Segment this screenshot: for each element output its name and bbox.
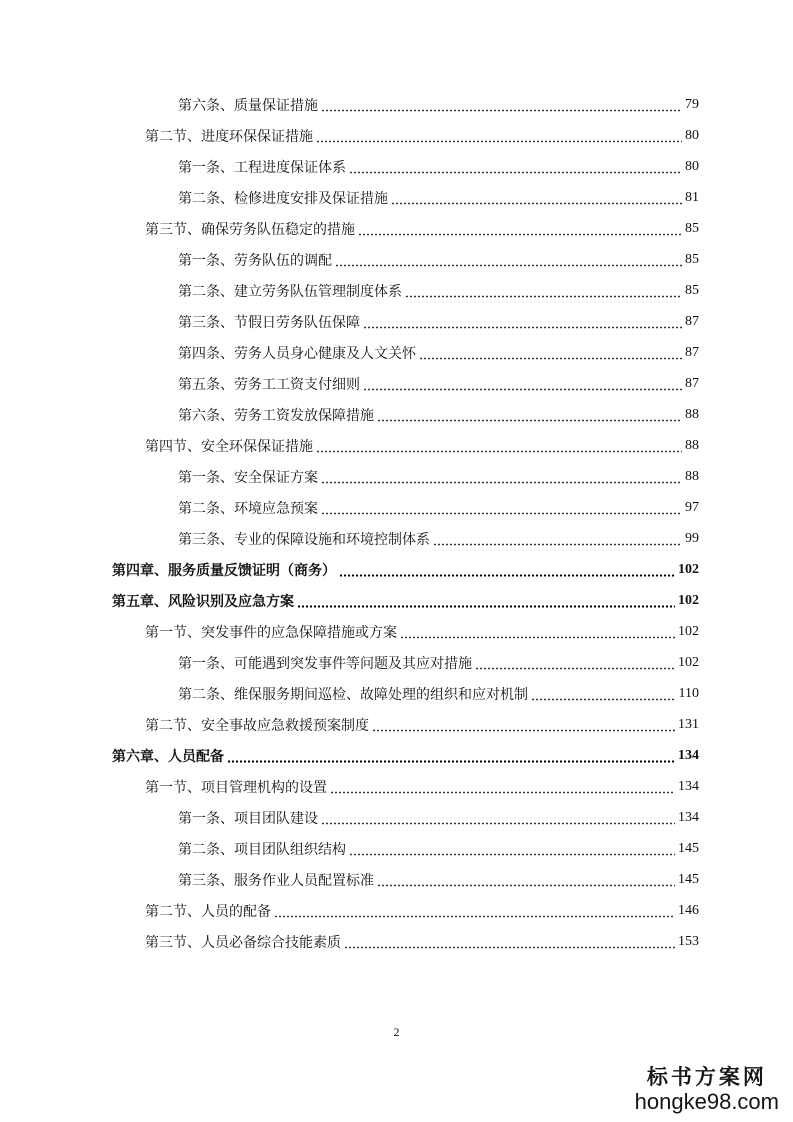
toc-entry-article[interactable] [178, 337, 699, 368]
toc-entry-article[interactable] [178, 151, 699, 182]
toc-dot-leader [475, 656, 675, 670]
toc-dot-leader [391, 191, 682, 205]
toc-entry-article[interactable] [178, 368, 699, 399]
toc-entry-title: 第一节、项目管理机构的设置 [145, 779, 327, 796]
toc-entry-title: 第三条、节假日劳务队伍保障 [178, 314, 360, 331]
toc-dot-leader [363, 315, 682, 329]
toc-entry-page: 153 [678, 933, 699, 949]
toc-entry-page: 87 [685, 344, 699, 360]
toc-entry-article[interactable] [178, 306, 699, 337]
toc-entry-page: 80 [685, 127, 699, 143]
toc-dot-leader [349, 842, 675, 856]
toc-entry-title: 第二条、检修进度安排及保证措施 [178, 190, 388, 207]
toc-entry-article[interactable] [178, 275, 699, 306]
toc-entry-page: 134 [678, 778, 699, 794]
toc-entry-article[interactable] [178, 461, 699, 492]
toc-dot-leader [358, 222, 682, 236]
toc-dot-leader [316, 439, 682, 453]
toc-entry-page: 87 [685, 313, 699, 329]
toc-entry-article[interactable] [178, 864, 699, 895]
toc-dot-leader [377, 408, 682, 422]
toc-entry-title: 第二条、项目团队组织结构 [178, 841, 346, 858]
toc-entry-section[interactable] [145, 709, 699, 740]
toc-entry-page: 81 [685, 189, 699, 205]
toc-entry-page: 134 [678, 809, 699, 825]
toc-entry-title: 第一条、劳务队伍的调配 [178, 252, 332, 269]
watermark-url-text: hongke98.com [634, 1089, 779, 1114]
toc-entry-section[interactable] [145, 895, 699, 926]
toc-entry-page: 102 [678, 592, 699, 608]
toc-dot-leader [349, 160, 682, 174]
toc-entry-title: 第二条、维保服务期间巡检、故障处理的组织和应对机制 [178, 686, 528, 703]
toc-dot-leader [531, 687, 676, 701]
toc-entry-title: 第四节、安全环保保证措施 [145, 438, 313, 455]
toc-entry-page: 88 [685, 406, 699, 422]
toc-dot-leader [316, 129, 682, 143]
toc-entry-page: 145 [678, 840, 699, 856]
toc-entry-page: 145 [678, 871, 699, 887]
toc-entry-title: 第二条、环境应急预案 [178, 500, 318, 517]
toc-entry-page: 88 [685, 468, 699, 484]
toc-entry-page: 102 [678, 623, 699, 639]
toc-entry-section[interactable] [145, 213, 699, 244]
toc-entry-page: 102 [678, 654, 699, 670]
watermark-chinese-text: 标书方案网 [646, 1064, 767, 1089]
toc-entry-title: 第二节、安全事故应急救援预案制度 [145, 717, 369, 734]
toc-entry-title: 第三条、专业的保障设施和环境控制体系 [178, 531, 430, 548]
toc-dot-leader [377, 873, 675, 887]
toc-dot-leader [274, 904, 675, 918]
toc-entry-article[interactable] [178, 492, 699, 523]
toc-entry-page: 146 [678, 902, 699, 918]
toc-entry-article[interactable] [178, 678, 699, 709]
toc-entry-article[interactable] [178, 244, 699, 275]
toc-entry-page: 99 [685, 530, 699, 546]
toc-dot-leader [419, 346, 682, 360]
toc-entry-article[interactable] [178, 399, 699, 430]
toc-dot-leader [372, 718, 675, 732]
toc-entry-page: 131 [678, 716, 699, 732]
toc-entry-title: 第三节、确保劳务队伍稳定的措施 [145, 221, 355, 238]
toc-entry-page: 85 [685, 282, 699, 298]
toc-dot-leader [339, 563, 675, 577]
toc-dot-leader [400, 625, 675, 639]
toc-entry-title: 第五条、劳务工工资支付细则 [178, 376, 360, 393]
toc-entry-article[interactable] [178, 89, 699, 120]
toc-entry-page: 88 [685, 437, 699, 453]
toc-dot-leader [321, 811, 675, 825]
toc-entry-title: 第一条、项目团队建设 [178, 810, 318, 827]
toc-entry-title: 第四条、劳务人员身心健康及人文关怀 [178, 345, 416, 362]
toc-entry-title: 第二节、进度环保保证措施 [145, 128, 313, 145]
toc-entry-section[interactable] [145, 926, 699, 957]
toc-entry-title: 第四章、服务质量反馈证明（商务） [112, 562, 336, 579]
toc-entry-title: 第一节、突发事件的应急保障措施或方案 [145, 624, 397, 641]
toc-entry-chapter[interactable] [112, 740, 699, 771]
toc-entry-article[interactable] [178, 647, 699, 678]
toc-dot-leader [330, 780, 675, 794]
toc-entry-title: 第一条、工程进度保证体系 [178, 159, 346, 176]
toc-entry-title: 第六章、人员配备 [112, 748, 224, 765]
toc-entry-title: 第六条、质量保证措施 [178, 97, 318, 114]
toc-entry-page: 80 [685, 158, 699, 174]
toc-entry-page: 97 [685, 499, 699, 515]
toc-dot-leader [363, 377, 682, 391]
toc-dot-leader [433, 532, 682, 546]
toc-dot-leader [344, 935, 675, 949]
toc-entry-section[interactable] [145, 616, 699, 647]
toc-entry-page: 110 [678, 685, 699, 701]
toc-entry-chapter[interactable] [112, 585, 699, 616]
toc-entry-title: 第三节、人员必备综合技能素质 [145, 934, 341, 951]
toc-entry-section[interactable] [145, 771, 699, 802]
toc-dot-leader [335, 253, 682, 267]
page-number: 2 [393, 1025, 400, 1039]
toc-dot-leader [321, 470, 682, 484]
toc-dot-leader [405, 284, 682, 298]
toc-entry-title: 第二节、人员的配备 [145, 903, 271, 920]
toc-entry-title: 第五章、风险识别及应急方案 [112, 593, 294, 610]
toc-dot-leader [227, 749, 675, 763]
toc-entry-page: 85 [685, 251, 699, 267]
toc-entry-article[interactable] [178, 833, 699, 864]
toc-entry-title: 第三条、服务作业人员配置标准 [178, 872, 374, 889]
toc-entry-page: 85 [685, 220, 699, 236]
watermark [635, 1064, 779, 1114]
toc-dot-leader [321, 501, 682, 515]
toc-entry-page: 79 [685, 96, 699, 112]
toc-entry-chapter[interactable] [112, 554, 699, 585]
toc-entry-section[interactable] [145, 430, 699, 461]
toc-entry-article[interactable] [178, 523, 699, 554]
toc-entry-section[interactable] [145, 120, 699, 151]
toc-dot-leader [321, 98, 682, 112]
toc-entry-title: 第一条、可能遇到突发事件等问题及其应对措施 [178, 655, 472, 672]
toc-dot-leader [297, 594, 675, 608]
toc-entry-page: 87 [685, 375, 699, 391]
toc-entry-title: 第一条、安全保证方案 [178, 469, 318, 486]
toc-entry-title: 第六条、劳务工资发放保障措施 [178, 407, 374, 424]
toc-entry-title: 第二条、建立劳务队伍管理制度体系 [178, 283, 402, 300]
toc-entry-article[interactable] [178, 182, 699, 213]
toc-entry-article[interactable] [178, 802, 699, 833]
toc-entry-page: 134 [678, 747, 699, 763]
toc-entry-page: 102 [678, 561, 699, 577]
